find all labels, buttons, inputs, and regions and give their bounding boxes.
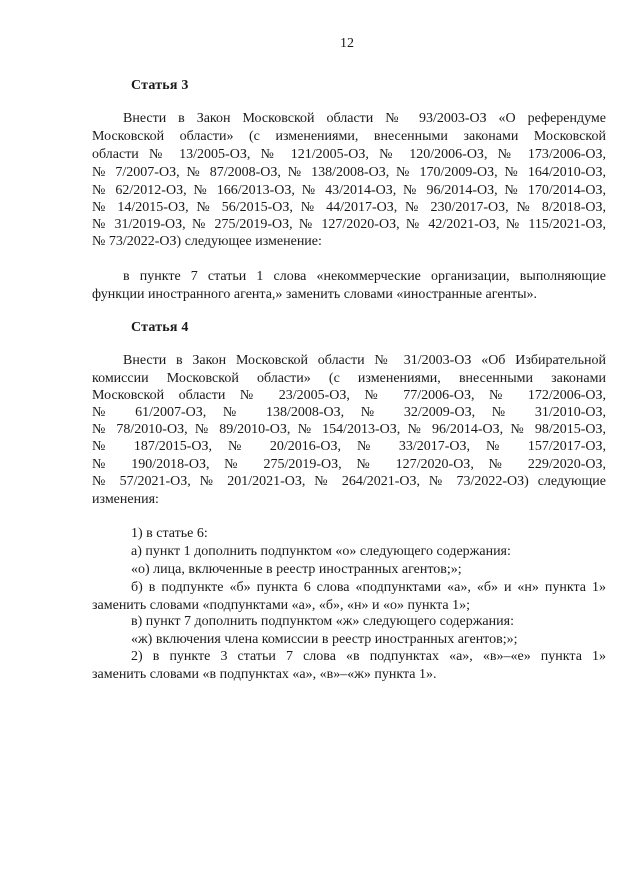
article-4-line: Московской области № 23/2005-ОЗ, № 77/2006-ОЗ, № 172/2006-ОЗ, (92, 388, 606, 403)
article-3-line: Московской области» (с изменениями, внесенными законами Московской (92, 129, 606, 144)
article-4-line: № 78/2010-ОЗ, № 89/2010-ОЗ, № 154/2013-ОЗ, № 96/2014-ОЗ, № 98/2015-ОЗ, (92, 422, 606, 437)
article-4-item: а) пункт 1 дополнить подпунктом «о» следующего содержания: (131, 544, 511, 559)
article-3-amendment-line: в пункте 7 статьи 1 слова «некоммерческие организации, выполняющие (123, 269, 606, 284)
article-3-line: области № 13/2005-ОЗ, № 121/2005-ОЗ, № 120/2006-ОЗ, № 173/2006-ОЗ, (92, 147, 606, 162)
article-4-line: № 190/2018-ОЗ, № 275/2019-ОЗ, № 127/2020-ОЗ, № 229/2020-ОЗ, (92, 457, 606, 472)
article-4-item: 1) в статье 6: (131, 526, 208, 541)
article-3-line: № 14/2015-ОЗ, № 56/2015-ОЗ, № 44/2017-ОЗ, № 230/2017-ОЗ, № 8/2018-ОЗ, (92, 200, 606, 215)
article-3-line: № 62/2012-ОЗ, № 166/2013-ОЗ, № 43/2014-ОЗ, № 96/2014-ОЗ, № 170/2014-ОЗ, (92, 183, 606, 198)
article-4-line: № 187/2015-ОЗ, № 20/2016-ОЗ, № 33/2017-ОЗ, № 157/2017-ОЗ, (92, 439, 606, 454)
article-4-item: в) пункт 7 дополнить подпунктом «ж» следующего содержания: (131, 614, 514, 629)
article-4-item: б) в подпункте «б» пункта 6 слова «подпунктами «а», «б» и «н» пункта 1» (131, 580, 606, 595)
article-3-line: Внести в Закон Московской области № 93/2003-ОЗ «О референдуме (123, 111, 606, 126)
article-4-heading: Статья 4 (131, 320, 189, 335)
page-number: 12 (340, 36, 354, 51)
article-4-line: комиссии Московской области» (с изменениями, внесенными законами (92, 371, 606, 386)
article-4-line: № 57/2021-ОЗ, № 201/2021-ОЗ, № 264/2021-ОЗ, № 73/2022-ОЗ) следующие (92, 474, 606, 489)
article-3-amendment-line: функции иностранного агента,» заменить словами «иностранные агенты». (92, 287, 538, 302)
article-3-line: № 7/2007-ОЗ, № 87/2008-ОЗ, № 138/2008-ОЗ, № 170/2009-ОЗ, № 164/2010-ОЗ, (92, 165, 606, 180)
article-3-line: № 73/2022-ОЗ) следующее изменение: (92, 234, 322, 249)
article-4-line: № 61/2007-ОЗ, № 138/2008-ОЗ, № 32/2009-ОЗ, № 31/2010-ОЗ, (92, 405, 606, 420)
article-4-item: заменить словами «в подпунктах «а», «в»–«ж» пункта 1». (92, 667, 437, 682)
article-4-item: «ж) включения члена комиссии в реестр иностранных агентов;»; (131, 632, 518, 647)
article-4-item: «о) лица, включенные в реестр иностранных агентов;»; (131, 562, 462, 577)
article-4-item: заменить словами «подпунктами «а», «б», «н» и «о» пункта 1»; (92, 598, 470, 613)
article-3-heading: Статья 3 (131, 78, 189, 93)
article-4-line: Внести в Закон Московской области № 31/2003-ОЗ «Об Избирательной (123, 353, 606, 368)
article-3-line: № 31/2019-ОЗ, № 275/2019-ОЗ, № 127/2020-ОЗ, № 42/2021-ОЗ, № 115/2021-ОЗ, (92, 217, 606, 232)
article-4-item: 2) в пункте 3 статьи 7 слова «в подпунктах «а», «в»–«е» пункта 1» (131, 649, 606, 664)
article-4-line: изменения: (92, 492, 159, 507)
